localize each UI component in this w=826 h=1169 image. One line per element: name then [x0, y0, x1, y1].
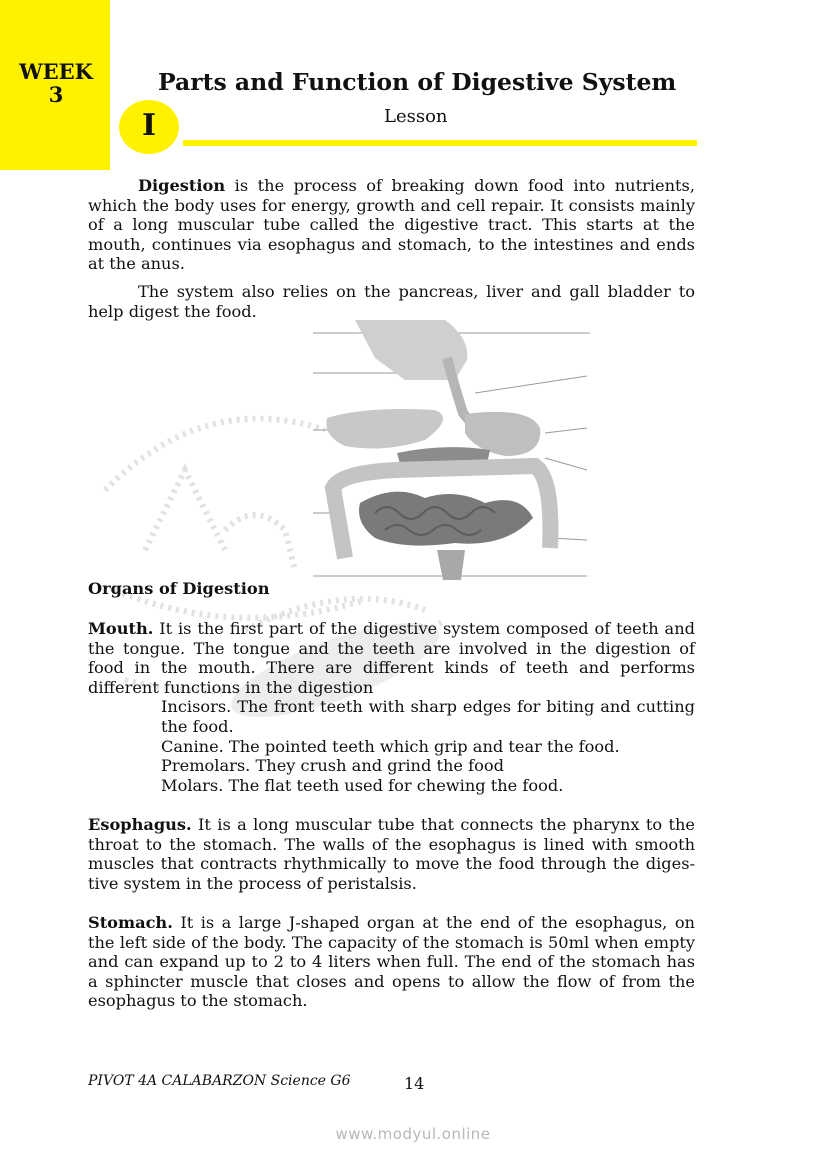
esophagus-text: It is a long muscular tube that connects the pharynx to the throat to the stomach. The walls of the esophagus is lined with smooth muscles that contracts rhythmically to move the food through the diges-tive system in the process of peristalsis.: [88, 815, 695, 893]
footer-source: PIVOT 4A CALABARZON Science G6: [88, 1073, 351, 1089]
website-watermark: www.modyul.online: [335, 1125, 491, 1143]
term-digestion: Digestion: [138, 176, 226, 195]
stomach-section: [88, 913, 695, 1011]
esophagus-section: [88, 815, 695, 893]
intro-paragraph-1: [88, 176, 695, 274]
mouth-paragraph: [88, 619, 695, 697]
mouth-text: It is the first part of the digestive system composed of teeth and the tongue. The tongue and the teeth are involved in the digestion of food in the mouth. There are different kinds of teeth and performs different functions in the digestion: [88, 619, 695, 697]
week-number: 3: [48, 82, 64, 107]
week-badge: [0, 0, 110, 170]
tooth-item: Incisors. The front teeth with sharp edges for biting and cutting the food.: [161, 697, 695, 736]
tooth-item: Molars. The flat teeth used for chewing the food.: [161, 775, 564, 795]
section-letter: I: [141, 108, 157, 143]
tooth-item: Premolars. They crush and grind the food: [161, 756, 504, 776]
term-esophagus: Esophagus.: [88, 815, 192, 834]
week-label: [8, 60, 104, 106]
section-rule: [183, 140, 697, 146]
organs-heading: Organs of Digestion: [88, 579, 270, 598]
intro-paragraph-2: The system also relies on the pancreas, liver and gall bladder to help digest the food.: [88, 281, 695, 321]
esophagus-paragraph: [88, 815, 695, 893]
stomach-paragraph: [88, 913, 695, 1011]
digestive-system-diagram: [305, 318, 595, 588]
intro-section: [88, 176, 695, 321]
stomach-text: It is a large J-shaped organ at the end of the esophagus, on the left side of the body. The capacity of the stomach is 50ml when empty and can expand up to 2 to 4 liters when full. The end of the stomach has a sphincter muscle that closes and opens to allow the flow of from the esophagus to the stomach.: [88, 913, 695, 1011]
term-stomach: Stomach.: [88, 913, 173, 932]
week-word: WEEK: [19, 59, 93, 84]
intro-text-1: is the process of breaking down food into nutrients, which the body uses for energy, growth and cell repair. It consists mainly of a long muscular tube called the digestive tract. This starts at the mouth, continues via esophagus and stomach, to the intestines and ends at the anus.: [88, 176, 695, 274]
tooth-item: Canine. The pointed teeth which grip and tear the food.: [161, 736, 620, 756]
page-title: Parts and Function of Digestive System: [158, 68, 677, 96]
section-circle: [119, 100, 179, 154]
term-mouth: Mouth.: [88, 619, 154, 638]
section-label: Lesson: [384, 106, 448, 127]
page-number: 14: [404, 1074, 425, 1093]
mouth-section: [88, 619, 695, 795]
